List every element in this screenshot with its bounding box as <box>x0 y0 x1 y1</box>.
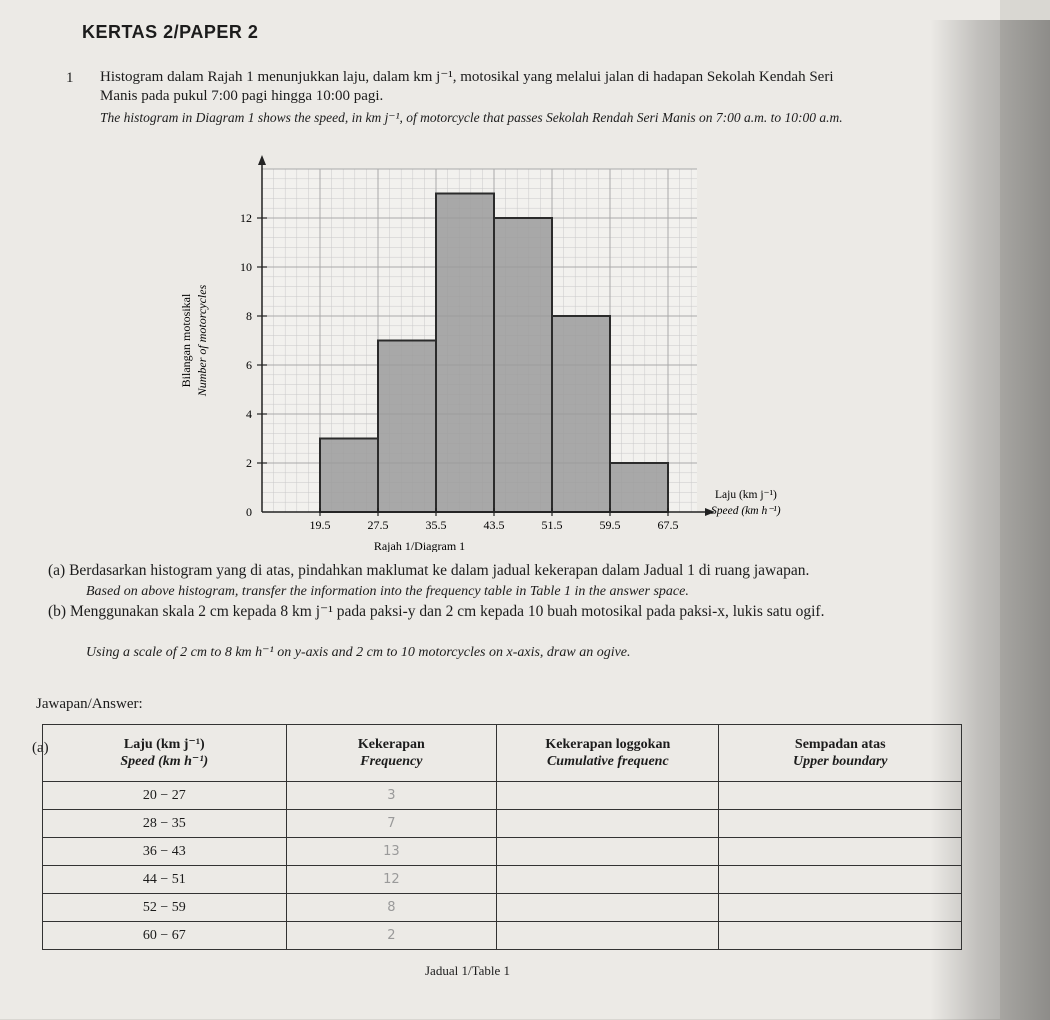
speed-cell: 36 − 43 <box>43 838 287 866</box>
y-axis-label-malay: Bilangan motosikal <box>179 293 193 388</box>
header-speed-malay: Laju (km j⁻¹) <box>123 737 205 752</box>
x-tick-label: 35.5 <box>425 518 447 532</box>
upper-boundary-cell[interactable] <box>719 782 962 810</box>
frequency-cell[interactable]: 12 <box>286 866 497 894</box>
cumulative-cell[interactable] <box>497 922 719 950</box>
table-header-row <box>43 725 962 782</box>
y-axis-arrow <box>258 155 266 165</box>
x-tick-label: 27.5 <box>367 518 389 532</box>
histogram-bar <box>378 341 436 513</box>
speed-cell: 20 − 27 <box>43 782 287 810</box>
header-frequency-english: Frequency <box>360 754 423 769</box>
header-upper-english: Upper boundary <box>792 754 888 769</box>
y-tick-label: 4 <box>246 407 252 421</box>
frequency-cell[interactable]: 3 <box>286 782 497 810</box>
upper-boundary-cell[interactable] <box>719 838 962 866</box>
speed-cell: 28 − 35 <box>43 810 287 838</box>
frequency-cell[interactable]: 2 <box>286 922 497 950</box>
header-upper-boundary <box>719 725 962 782</box>
x-tick-label: 43.5 <box>483 518 505 532</box>
part-b-english: Using a scale of 2 cm to 8 km h⁻¹ on y-axis and 2 cm to 10 motorcycles on x-axis, draw an ogive. <box>86 645 631 660</box>
frequency-cell[interactable]: 7 <box>286 810 497 838</box>
header-cumulative-english: Cumulative frequenc <box>546 754 669 769</box>
table-row <box>43 894 962 922</box>
header-frequency-malay: Kekerapan <box>357 737 425 752</box>
x-axis-label-english: Speed (km h⁻¹) <box>711 505 781 517</box>
table-row <box>43 782 962 810</box>
upper-boundary-cell[interactable] <box>719 810 962 838</box>
speed-cell: 60 − 67 <box>43 922 287 950</box>
table-row <box>43 866 962 894</box>
histogram-bar <box>494 218 552 512</box>
upper-boundary-cell[interactable] <box>719 922 962 950</box>
frequency-table <box>42 724 962 950</box>
x-tick-label: 67.5 <box>657 518 679 532</box>
y-tick-label: 10 <box>240 260 252 274</box>
speed-cell: 52 − 59 <box>43 894 287 922</box>
header-upper-malay: Sempadan atas <box>794 737 886 752</box>
header-cumulative <box>497 725 719 782</box>
y-axis-label-english: Number of motorcycles <box>195 284 209 397</box>
x-tick-label: 51.5 <box>541 518 563 532</box>
y-tick-label: 8 <box>246 309 252 323</box>
answer-label: Jawapan/Answer: <box>36 696 143 712</box>
chart-caption: Rajah 1/Diagram 1 <box>373 539 466 552</box>
x-tick-label: 19.5 <box>309 518 331 532</box>
upper-boundary-cell[interactable] <box>719 894 962 922</box>
cumulative-cell[interactable] <box>497 810 719 838</box>
y-tick-label: 2 <box>246 456 252 470</box>
part-a-marker: (a) <box>32 740 49 756</box>
header-frequency <box>286 725 497 782</box>
cumulative-cell[interactable] <box>497 894 719 922</box>
x-tick-label: 59.5 <box>599 518 621 532</box>
header-speed <box>43 725 287 782</box>
y-tick-label: 12 <box>240 211 252 225</box>
upper-boundary-cell[interactable] <box>719 866 962 894</box>
paper-header: KERTAS 2/PAPER 2 <box>82 22 259 42</box>
table-row <box>43 810 962 838</box>
part-a-english: Based on above histogram, transfer the information into the frequency table in Table 1 in the answer space. <box>86 584 689 599</box>
y-tick-label: 0 <box>246 505 252 519</box>
question-text-malay-1: Histogram dalam Rajah 1 menunjukkan laju, dalam km j⁻¹, motosikal yang melalui jalan di hadapan Sekolah Kendah Seri <box>100 69 834 85</box>
table-caption: Jadual 1/Table 1 <box>425 963 511 978</box>
question-number: 1 <box>66 70 74 86</box>
x-axis-label-malay: Laju (km j⁻¹) <box>715 489 777 501</box>
frequency-cell[interactable]: 8 <box>286 894 497 922</box>
cumulative-cell[interactable] <box>497 782 719 810</box>
question-text-malay-2: Manis pada pukul 7:00 pagi hingga 10:00 pagi. <box>100 88 384 104</box>
question-text-english: The histogram in Diagram 1 shows the speed, in km j⁻¹, of motorcycle that passes Sekolah Rendah Seri Manis on 7:00 a.m. to 10:00 a.m. <box>100 110 843 125</box>
header-speed-english: Speed (km h⁻¹) <box>120 754 209 769</box>
cumulative-cell[interactable] <box>497 838 719 866</box>
part-b-malay: (b) Menggunakan skala 2 cm kepada 8 km j⁻¹ pada paksi-y dan 2 cm kepada 10 buah motosikal pada paksi-x, lukis satu ogif. <box>48 603 825 620</box>
histogram-bar <box>320 439 378 513</box>
histogram-bar <box>436 194 494 513</box>
y-tick-label: 6 <box>246 358 252 372</box>
table-row <box>43 922 962 950</box>
header-cumulative-malay: Kekerapan loggokan <box>545 737 671 752</box>
speed-cell: 44 − 51 <box>43 866 287 894</box>
histogram-chart <box>170 152 830 552</box>
histogram-bar <box>610 463 668 512</box>
frequency-cell[interactable]: 13 <box>286 838 497 866</box>
table-row <box>43 838 962 866</box>
cumulative-cell[interactable] <box>497 866 719 894</box>
histogram-bar <box>552 316 610 512</box>
part-a-malay: (a) Berdasarkan histogram yang di atas, pindahkan maklumat ke dalam jadual kekerapan dalam Jadual 1 di ruang jawapan. <box>48 562 810 579</box>
